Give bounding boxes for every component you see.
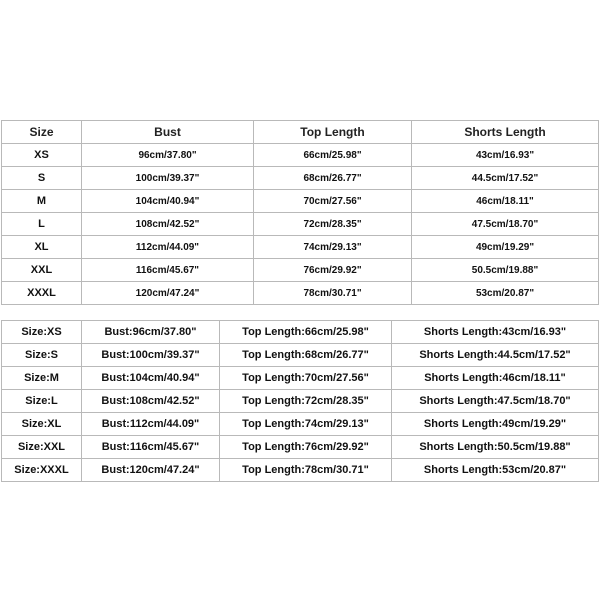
cell-size: XXXL [2, 282, 82, 305]
table-row [2, 321, 599, 344]
table-row [2, 144, 599, 167]
cell-bust: 116cm/45.67" [82, 259, 254, 282]
cell-bust: Bust:100cm/39.37" [82, 344, 220, 367]
table-row [2, 459, 599, 482]
cell-top-length: 74cm/29.13" [254, 236, 412, 259]
cell-bust: Bust:116cm/45.67" [82, 436, 220, 459]
cell-top-length: Top Length:70cm/27.56" [220, 367, 392, 390]
cell-top-length: Top Length:78cm/30.71" [220, 459, 392, 482]
cell-top-length: Top Length:66cm/25.98" [220, 321, 392, 344]
header-top-length: Top Length [254, 121, 412, 144]
cell-shorts-length: Shorts Length:44.5cm/17.52" [392, 344, 599, 367]
table-row [2, 436, 599, 459]
cell-shorts-length: 46cm/18.11" [412, 190, 599, 213]
cell-bust: 108cm/42.52" [82, 213, 254, 236]
header-bust: Bust [82, 121, 254, 144]
cell-size: L [2, 213, 82, 236]
cell-size: M [2, 190, 82, 213]
cell-shorts-length: Shorts Length:46cm/18.11" [392, 367, 599, 390]
cell-top-length: Top Length:76cm/29.92" [220, 436, 392, 459]
table-row [2, 282, 599, 305]
cell-top-length: 78cm/30.71" [254, 282, 412, 305]
table-row [2, 213, 599, 236]
header-size: Size [2, 121, 82, 144]
cell-shorts-length: 47.5cm/18.70" [412, 213, 599, 236]
cell-top-length: Top Length:68cm/26.77" [220, 344, 392, 367]
cell-size: XL [2, 236, 82, 259]
cell-shorts-length: 49cm/19.29" [412, 236, 599, 259]
cell-size: XXL [2, 259, 82, 282]
cell-size: Size:XL [2, 413, 82, 436]
cell-top-length: 72cm/28.35" [254, 213, 412, 236]
cell-bust: 96cm/37.80" [82, 144, 254, 167]
cell-size: Size:L [2, 390, 82, 413]
cell-bust: 104cm/40.94" [82, 190, 254, 213]
cell-shorts-length: Shorts Length:50.5cm/19.88" [392, 436, 599, 459]
cell-shorts-length: 50.5cm/19.88" [412, 259, 599, 282]
cell-top-length: 66cm/25.98" [254, 144, 412, 167]
cell-shorts-length: Shorts Length:47.5cm/18.70" [392, 390, 599, 413]
cell-top-length: 76cm/29.92" [254, 259, 412, 282]
cell-shorts-length: Shorts Length:49cm/19.29" [392, 413, 599, 436]
cell-top-length: Top Length:74cm/29.13" [220, 413, 392, 436]
cell-size: XS [2, 144, 82, 167]
cell-top-length: Top Length:72cm/28.35" [220, 390, 392, 413]
cell-bust: 100cm/39.37" [82, 167, 254, 190]
cell-top-length: 68cm/26.77" [254, 167, 412, 190]
header-shorts-length: Shorts Length [412, 121, 599, 144]
cell-bust: Bust:120cm/47.24" [82, 459, 220, 482]
cell-bust: Bust:104cm/40.94" [82, 367, 220, 390]
table-row [2, 344, 599, 367]
table-row [2, 390, 599, 413]
cell-shorts-length: Shorts Length:53cm/20.87" [392, 459, 599, 482]
table-row [2, 367, 599, 390]
cell-size: Size:XXL [2, 436, 82, 459]
cell-bust: 112cm/44.09" [82, 236, 254, 259]
cell-size: S [2, 167, 82, 190]
table-row [2, 236, 599, 259]
cell-shorts-length: 44.5cm/17.52" [412, 167, 599, 190]
table-row [2, 413, 599, 436]
cell-bust: Bust:112cm/44.09" [82, 413, 220, 436]
cell-shorts-length: 53cm/20.87" [412, 282, 599, 305]
cell-shorts-length: 43cm/16.93" [412, 144, 599, 167]
cell-size: Size:M [2, 367, 82, 390]
cell-bust: Bust:96cm/37.80" [82, 321, 220, 344]
cell-top-length: 70cm/27.56" [254, 190, 412, 213]
cell-bust: 120cm/47.24" [82, 282, 254, 305]
cell-size: Size:XS [2, 321, 82, 344]
size-chart-table-labeled [1, 320, 599, 482]
table-row [2, 259, 599, 282]
size-chart-table [1, 120, 599, 305]
cell-size: Size:S [2, 344, 82, 367]
header-row [2, 121, 599, 144]
cell-bust: Bust:108cm/42.52" [82, 390, 220, 413]
cell-shorts-length: Shorts Length:43cm/16.93" [392, 321, 599, 344]
table-row [2, 190, 599, 213]
table-row [2, 167, 599, 190]
cell-size: Size:XXXL [2, 459, 82, 482]
